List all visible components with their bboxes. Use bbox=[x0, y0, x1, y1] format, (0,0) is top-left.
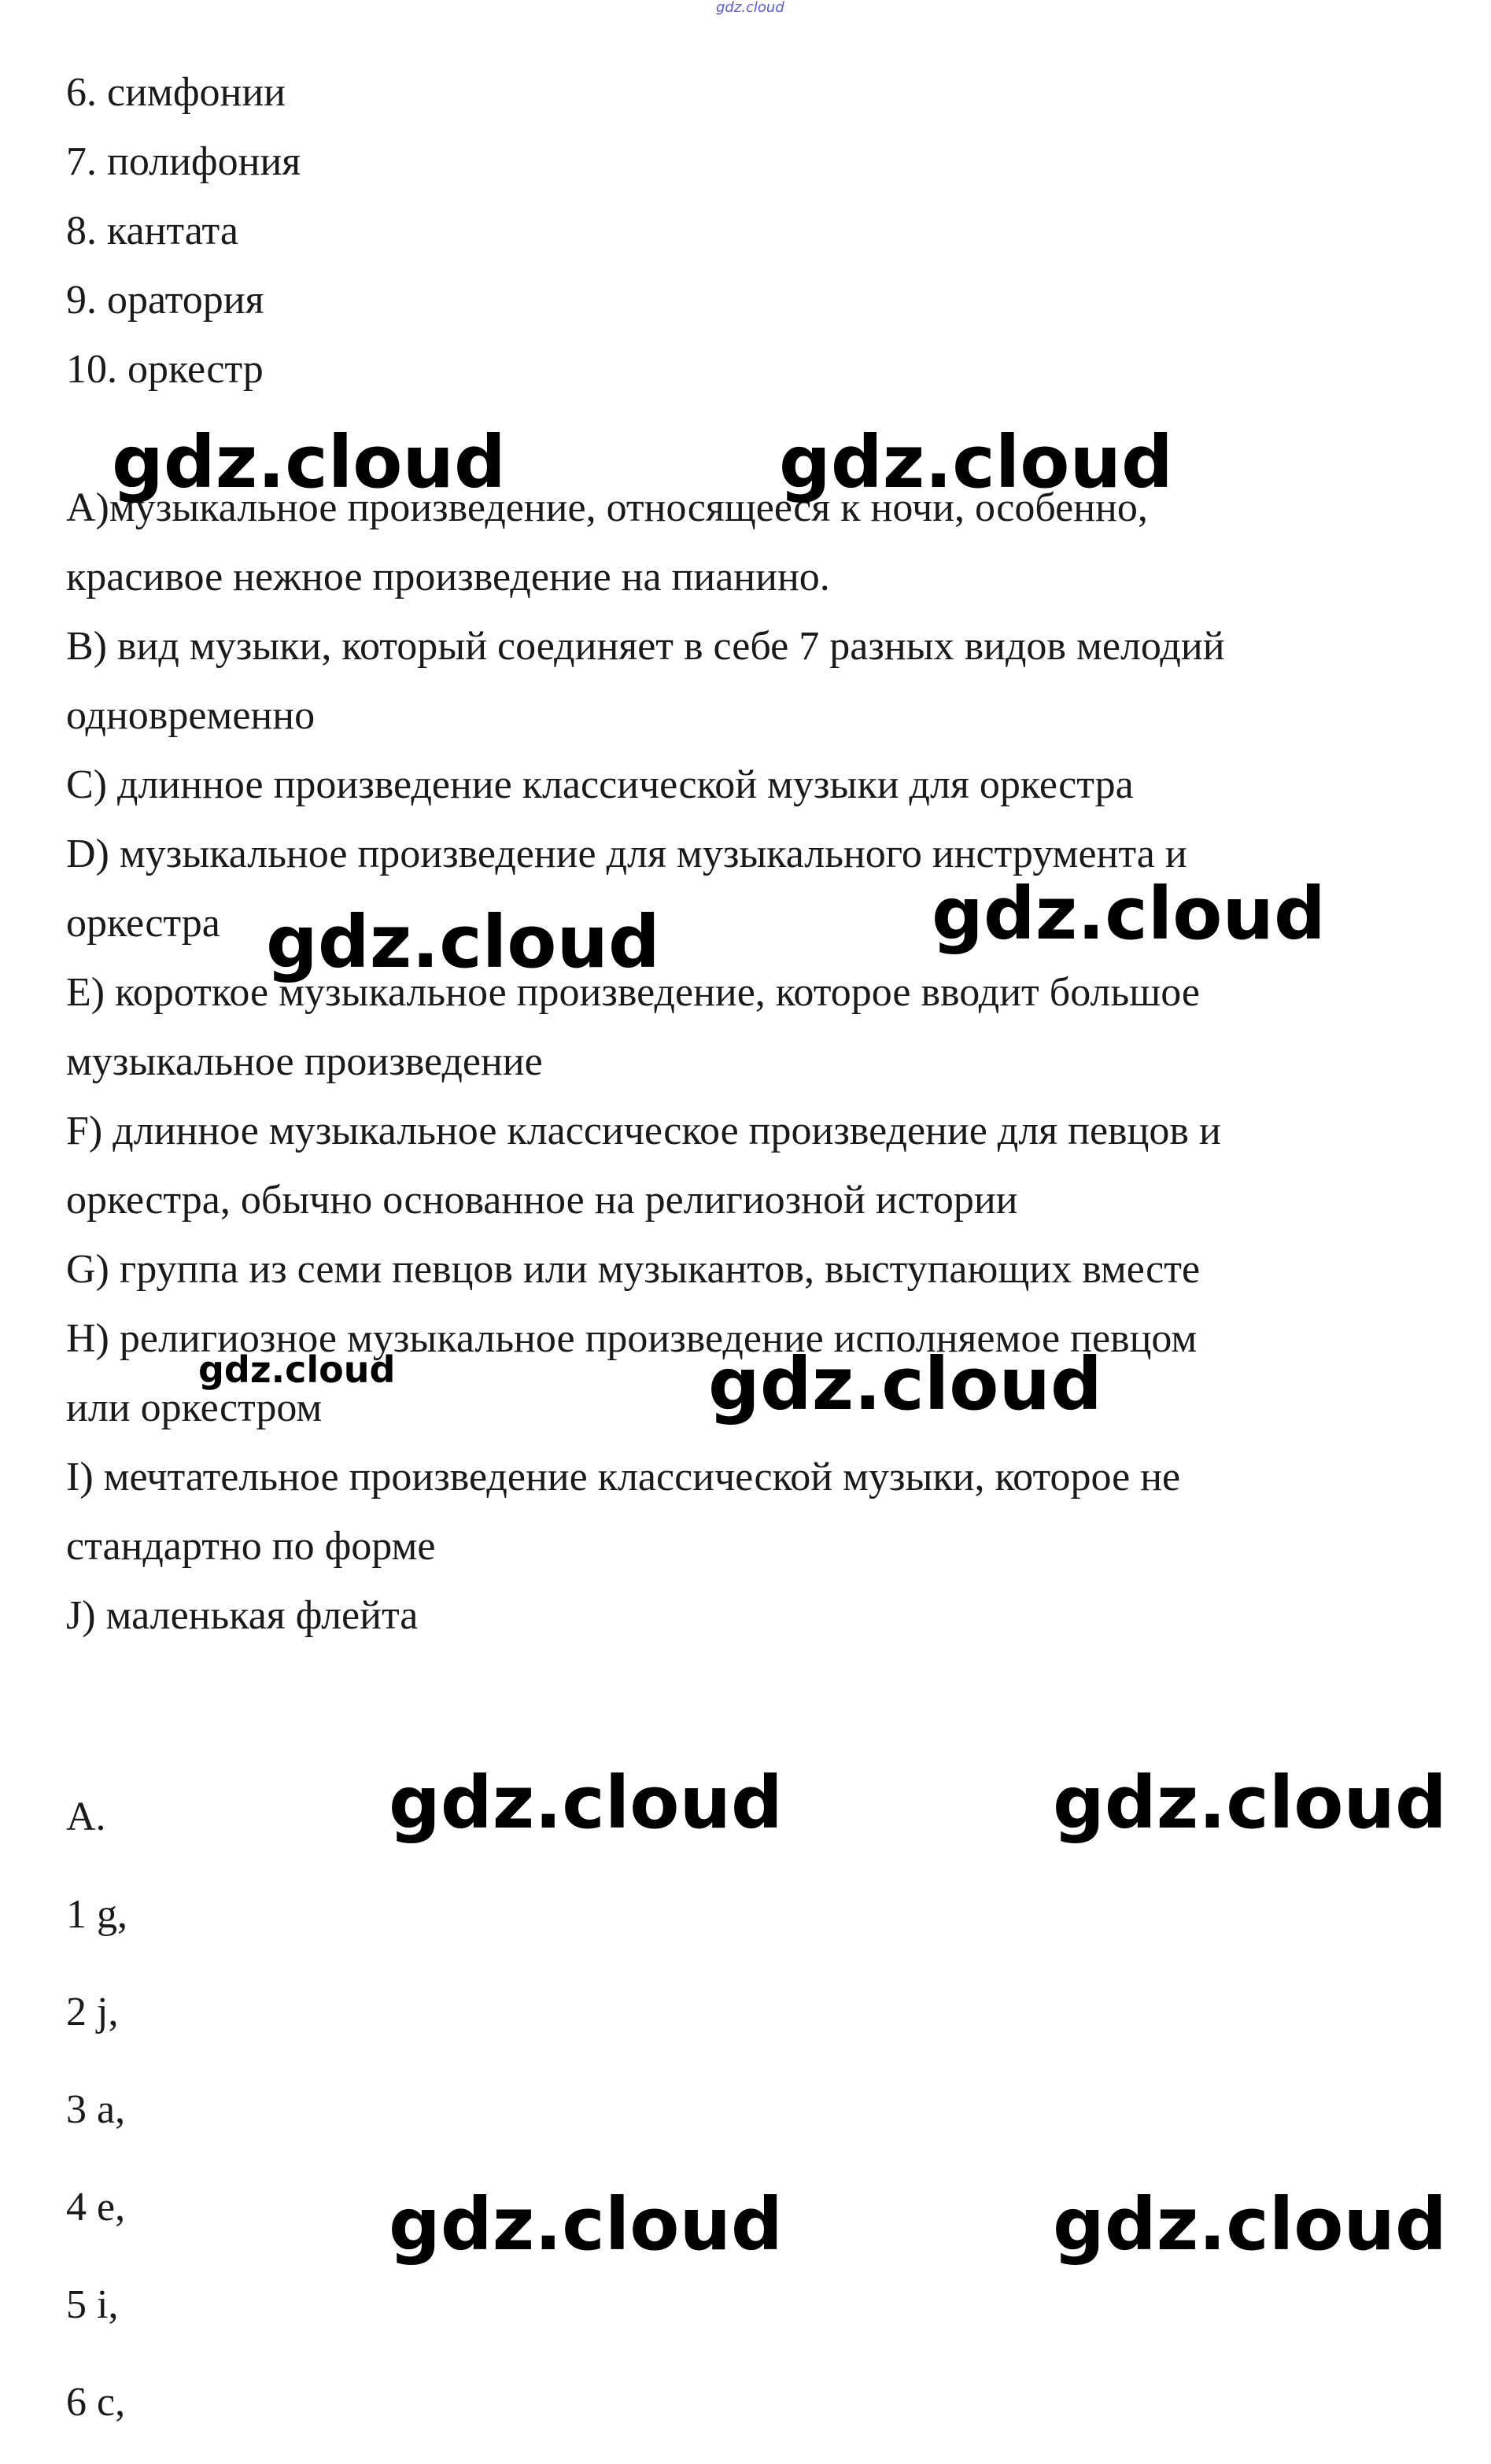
definition-line: H) религиозное музыкальное произведение исполняемое певцом bbox=[66, 1316, 1198, 1361]
answer-item: 2 j, bbox=[66, 1990, 119, 2034]
watermark: gdz.cloud bbox=[708, 1342, 1102, 1426]
definition-line: I) мечтательное произведение классической музыки, которое не bbox=[66, 1455, 1181, 1499]
definition-line: музыкальное произведение bbox=[66, 1039, 543, 1084]
definition-line: A)музыкальное произведение, относящееся к ночи, особенно, bbox=[66, 485, 1148, 530]
watermark: gdz.cloud bbox=[1053, 2182, 1447, 2267]
definition-line: или оркестром bbox=[66, 1385, 323, 1430]
term-item: 7. полифония bbox=[66, 139, 301, 184]
watermark: gdz.cloud bbox=[932, 872, 1326, 956]
watermark-small: gdz.cloud bbox=[198, 1348, 396, 1391]
top-watermark: gdz.cloud bbox=[716, 0, 784, 16]
watermark: gdz.cloud bbox=[266, 900, 660, 984]
definition-line: оркестра, обычно основанное на религиозной истории bbox=[66, 1178, 1018, 1223]
answer-item: 5 i, bbox=[66, 2282, 119, 2327]
definition-line: красивое нежное произведение на пианино. bbox=[66, 555, 830, 599]
answer-item: 4 e, bbox=[66, 2185, 126, 2230]
definition-line: одновременно bbox=[66, 693, 316, 738]
term-item: 10. оркестр bbox=[66, 347, 264, 392]
definition-line: C) длинное произведение классической музыки для оркестра bbox=[66, 762, 1134, 807]
definition-line: D) музыкальное произведение для музыкального инструмента и bbox=[66, 832, 1187, 876]
watermark: gdz.cloud bbox=[1053, 1761, 1447, 1845]
answer-item: 6 c, bbox=[66, 2380, 126, 2425]
term-item: 9. оратория bbox=[66, 278, 264, 323]
answer-item: 1 g, bbox=[66, 1892, 127, 1937]
definition-line: E) короткое музыкальное произведение, которое вводит большое bbox=[66, 970, 1200, 1015]
watermark: gdz.cloud bbox=[389, 1761, 783, 1845]
watermark: gdz.cloud bbox=[779, 420, 1173, 504]
definition-line: F) длинное музыкальное классическое произведение для певцов и bbox=[66, 1108, 1221, 1153]
term-item: 8. кантата bbox=[66, 208, 238, 253]
answers-heading: A. bbox=[66, 1795, 106, 1839]
definition-line: J) маленькая флейта bbox=[66, 1593, 419, 1638]
definition-line: B) вид музыки, который соединяет в себе 7 разных видов мелодий bbox=[66, 624, 1225, 669]
definition-line: оркестра bbox=[66, 901, 220, 946]
definition-line: стандартно по форме bbox=[66, 1524, 436, 1569]
watermark: gdz.cloud bbox=[389, 2182, 783, 2267]
term-item: 6. симфонии bbox=[66, 70, 286, 115]
answer-item: 3 a, bbox=[66, 2087, 126, 2132]
watermark: gdz.cloud bbox=[112, 420, 506, 504]
definition-line: G) группа из семи певцов или музыкантов, выступающих вместе bbox=[66, 1247, 1201, 1292]
